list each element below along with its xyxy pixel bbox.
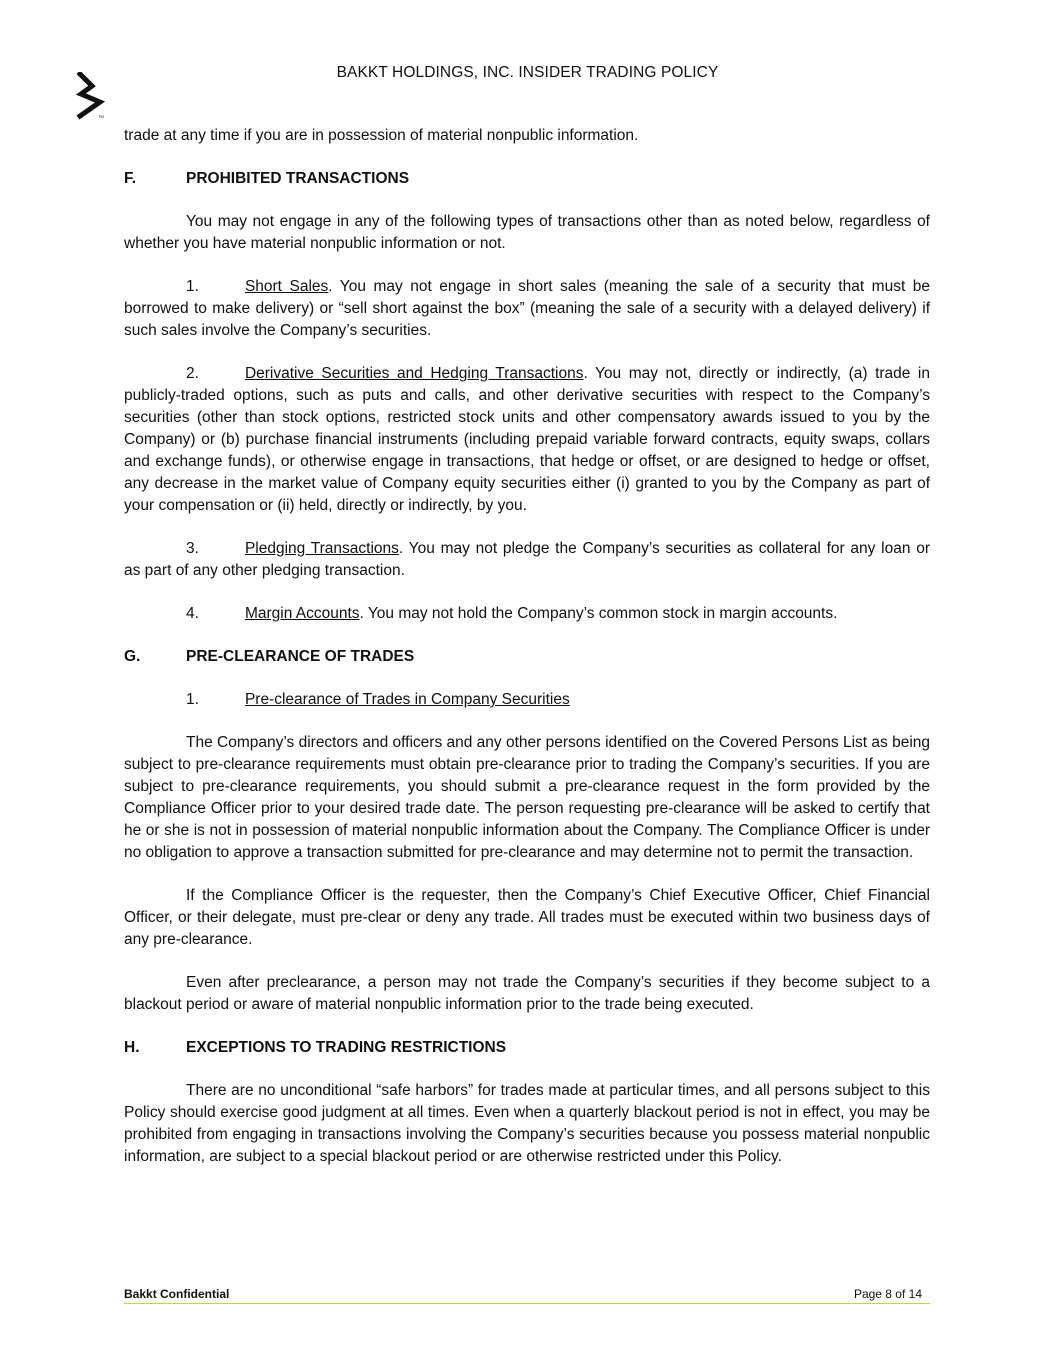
section-letter: G.	[124, 648, 141, 665]
item-label: Pledging Transactions	[244, 540, 399, 557]
section-h-heading	[124, 1037, 930, 1059]
item-text: . You may not hold the Company’s common stock in margin accounts.	[359, 605, 838, 622]
footer-confidential-label: Bakkt Confidential	[124, 1287, 230, 1301]
item-label: Short Sales	[244, 278, 329, 295]
list-item-derivatives	[124, 363, 930, 517]
item-number: 1.	[186, 691, 199, 708]
continuation-paragraph: trade at any time if you are in possession of material nonpublic information.	[124, 127, 639, 144]
item-number: 2.	[186, 365, 199, 382]
section-g-heading	[124, 646, 930, 668]
section-title: EXCEPTIONS TO TRADING RESTRICTIONS	[186, 1039, 507, 1056]
list-item-pledging	[124, 538, 930, 582]
footer-divider	[124, 1303, 930, 1304]
section-g-paragraph-1: The Company’s directors and officers and any other persons identified on the Covered Persons List as being subject to pre-clearance requirements must obtain pre-clearance prior to trading the Company’s securities. If you are subject to pre-clearance requirements, you should submit a pre-clearance request in the form provided by the Compliance Officer prior to your desired trade date. The person requesting pre-clearance will be asked to certify that he or she is not in possession of material nonpublic information about the Company. The Compliance Officer is under no obligation to approve a transaction submitted for pre-clearance and may determine not to permit the transaction.	[124, 734, 930, 861]
section-title: PROHIBITED TRANSACTIONS	[186, 170, 410, 187]
item-number: 3.	[186, 540, 199, 557]
list-item-short-sales	[124, 276, 930, 342]
section-f-intro: You may not engage in any of the following types of transactions other than as noted below, regardless of whether you have material nonpublic information or not.	[124, 213, 930, 252]
svg-text:TM: TM	[98, 114, 104, 119]
subsection-g1-heading	[124, 689, 930, 711]
section-title: PRE-CLEARANCE OF TRADES	[186, 648, 415, 665]
subsection-label: Pre-clearance of Trades in Company Securities	[244, 691, 570, 708]
page-header-title: BAKKT HOLDINGS, INC. INSIDER TRADING POLICY	[336, 64, 719, 81]
section-g-paragraph-2: If the Compliance Officer is the requester, then the Company’s Chief Executive Officer, Chief Financial Officer, or their delegate, must pre-clear or deny any trade. All trades must be executed within two business days of any pre-clearance.	[124, 887, 930, 948]
item-number: 4.	[186, 605, 199, 622]
footer-page-number: Page 8 of 14	[853, 1287, 922, 1301]
item-text: . You may not pledge the Company’s securities as collateral for any loan or as part of any other pledging transaction.	[124, 540, 930, 579]
item-text: . You may not engage in short sales (meaning the sale of a security that must be borrowed to make delivery) or “sell short against the box” (meaning the sale of a security with a delayed delivery) if such sales involve the Company’s securities.	[124, 278, 930, 339]
section-letter: F.	[124, 170, 137, 187]
item-label: Margin Accounts	[244, 605, 360, 622]
item-label: Derivative Securities and Hedging Transactions	[244, 365, 584, 382]
document-body	[124, 125, 930, 1189]
section-g-paragraph-3: Even after preclearance, a person may not trade the Company’s securities if they become subject to a blackout period or aware of material nonpublic information prior to the trade being executed.	[124, 974, 930, 1013]
section-h-paragraph-1: There are no unconditional “safe harbors” for trades made at particular times, and all persons subject to this Policy should exercise good judgment at all times. Even when a quarterly blackout period is not in effect, you may be prohibited from engaging in transactions involving the Company’s securities because you possess material nonpublic information, are subject to a special blackout period or are otherwise restricted under this Policy.	[124, 1082, 930, 1165]
list-item-margin	[124, 603, 930, 625]
item-number: 1.	[186, 278, 199, 295]
item-text: . You may not, directly or indirectly, (a) trade in publicly-traded options, such as puts and calls, and other derivative securities with respect to the Company’s securities (other than stock options, restricted stock units and other compensatory awards issued to you by the Company) or (b) purchase financial instruments (including prepaid variable forward contracts, equity swaps, collars and exchange funds), or otherwise engage in transactions, that hedge or offset, or are designed to hedge or offset, any decrease in the market value of Company equity securities either (i) granted to you by the Company as part of your compensation or (ii) held, directly or indirectly, by you.	[124, 365, 931, 514]
section-letter: H.	[124, 1039, 140, 1056]
section-f-heading	[124, 168, 930, 190]
